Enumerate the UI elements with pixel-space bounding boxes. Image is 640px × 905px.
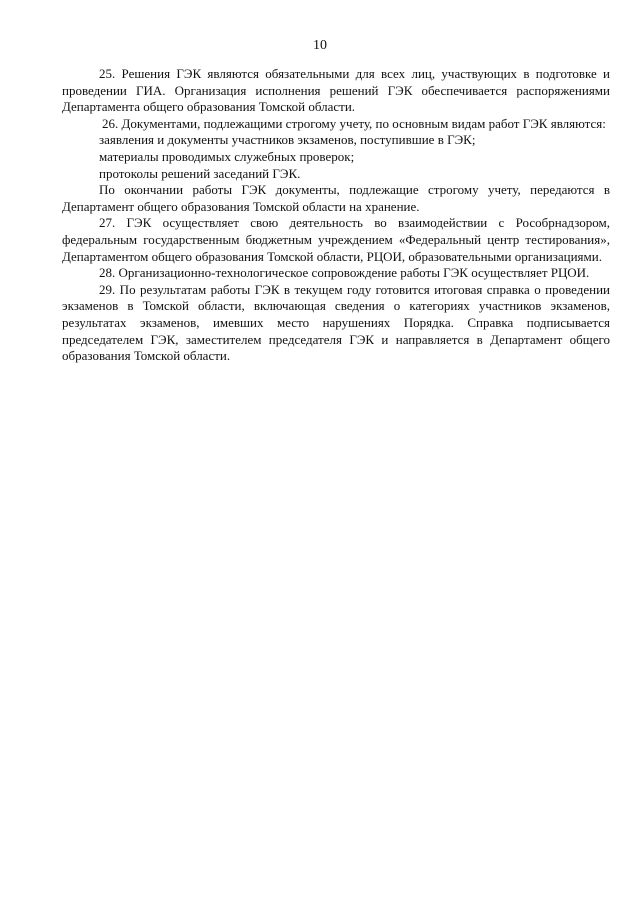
paragraph-29: 29. По результатам работы ГЭК в текущем году готовится итоговая справка о проведении экзаменов в Томской области, включающая сведения о категориях участников экзаменов, результатах экзаменов, имевших место нарушениях Порядка. Справка подписывается председателем ГЭК, заместителем председателя ГЭК и направляется в Департамент общего образования Томской области. xyxy=(62,281,610,364)
list-item: протоколы решений заседаний ГЭК. xyxy=(99,165,301,181)
paragraph-27: 27. ГЭК осуществляет свою деятельность во взаимодействии с Рособрнадзором, федеральным государственным бюджетным учреждением «Федеральный центр тестирования», Департаментом общего образования Томской области, РЦОИ, образовательными организациями. xyxy=(62,215,610,264)
paragraph-26: 26. Документами, подлежащими строгому учету, по основным видам работ ГЭК являются: xyxy=(102,115,606,131)
paragraph-28: 28. Организационно-технологическое сопровождение работы ГЭК осуществляет РЦОИ. xyxy=(99,265,590,281)
list-item: заявления и документы участников экзаменов, поступившие в ГЭК; xyxy=(99,132,476,148)
document-body xyxy=(62,66,610,365)
paragraph-25: 25. Решения ГЭК являются обязательными для всех лиц, участвующих в подготовке и проведении ГИА. Организация исполнения решений ГЭК обеспечивается распоряжениями Департамента общего образования Томской области. xyxy=(62,66,610,115)
list-item: материалы проводимых служебных проверок; xyxy=(99,148,355,164)
paragraph-storage: По окончании работы ГЭК документы, подлежащие строгому учету, передаются в Департамент общего образования Томской области на хранение. xyxy=(62,182,610,214)
page-number: 10 xyxy=(313,38,327,53)
